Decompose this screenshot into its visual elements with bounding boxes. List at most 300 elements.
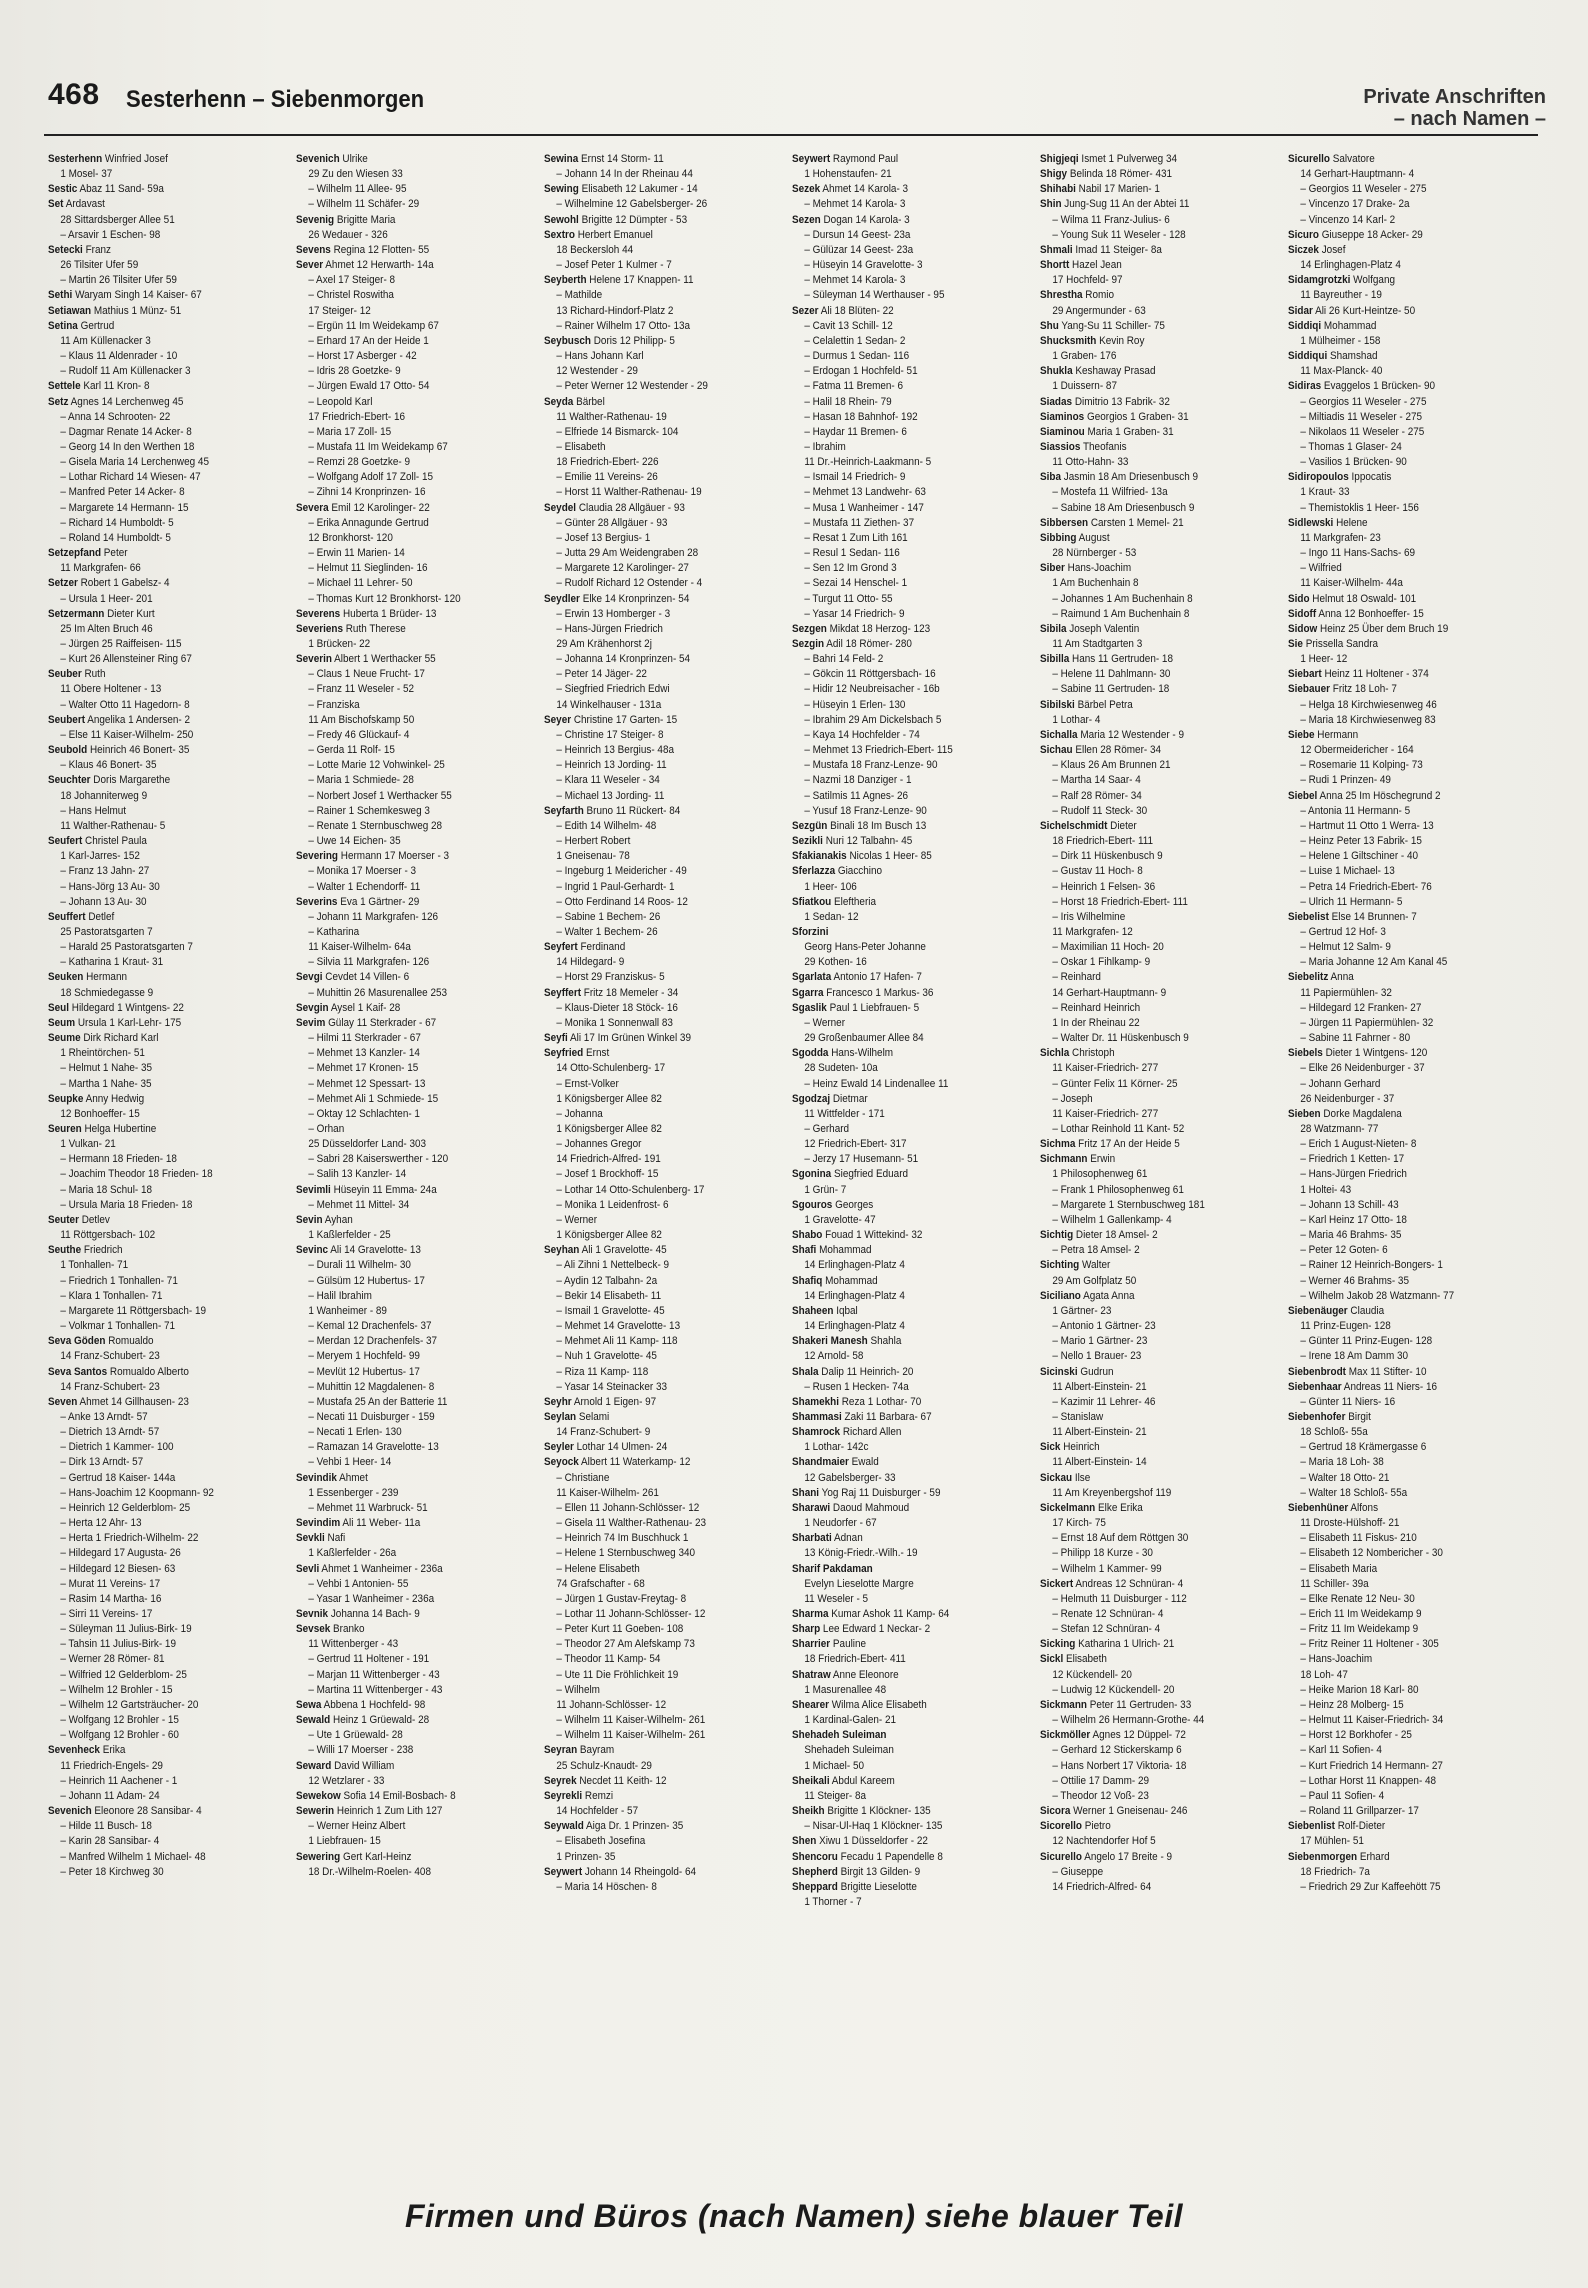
directory-sub-entry [792,682,1038,697]
entry-text: – Werner [804,1016,846,1029]
directory-entry-continuation [48,1107,294,1122]
entry-text: 11 Kaiser-Wilhelm- 261 [556,1486,659,1499]
directory-entry [1040,1258,1286,1273]
directory-entry [48,713,294,728]
directory-entry [544,1410,790,1425]
directory-entry-continuation [296,1228,542,1243]
directory-entry-continuation [1040,1880,1286,1895]
directory-entry [1040,1440,1286,1455]
entry-text: Daoud Mahmoud [830,1501,910,1514]
directory-sub-entry [296,1319,542,1334]
entry-text: 11 Papiermühlen- 32 [1300,986,1392,999]
surname: Siber [1040,562,1065,575]
directory-sub-entry [48,940,294,955]
entry-text: – Dirk 11 Hüskenbusch 9 [1052,850,1163,863]
running-head: Sesterhenn – Siebenmorgen [126,86,425,113]
entry-text: 11 Walther-Rathenau- 19 [556,410,667,423]
directory-entry [1040,819,1286,834]
entry-text: – Wilhelm 11 Kaiser-Wilhelm- 261 [556,1714,706,1727]
entry-text: Ali 18 Blüten- 22 [818,304,894,317]
entry-text: 29 Am Golfplatz 50 [1052,1274,1137,1287]
entry-text: – Murat 11 Vereins- 17 [60,1577,161,1590]
entry-text: Shamshad [1327,350,1378,363]
entry-text: Ernst [583,1047,610,1060]
surname: Severens [296,607,341,620]
surname: Severiens [296,622,343,635]
directory-entry [48,319,294,334]
directory-sub-entry [296,455,542,470]
surname: Sethi [48,289,73,302]
entry-text: 14 Friedrich-Alfred- 191 [556,1153,661,1166]
directory-sub-entry [296,1046,542,1061]
directory-sub-entry [544,1713,790,1728]
entry-text: – Vincenzo 14 Karl- 2 [1300,213,1396,226]
surname: Sichau [1040,744,1073,757]
entry-text: – Mustafa 11 Im Weidekamp 67 [308,440,448,453]
surname: Sidoff [1288,607,1317,620]
directory-sub-entry [1288,1592,1534,1607]
entry-text: – Wilhelm 12 Brohler - 15 [60,1683,173,1696]
entry-text: – Jürgen 1 Gustav-Freytag- 8 [556,1592,687,1605]
entry-text: Heinz 11 Holtener - 374 [1321,668,1429,681]
entry-text: 1 Graben- 176 [1052,350,1117,363]
entry-text: – Helmut 12 Salm- 9 [1300,941,1391,954]
entry-text: – Heinz Ewald 14 Lindenallee 11 [804,1077,949,1090]
directory-sub-entry [544,1683,790,1698]
entry-text: Mathius 1 Münz- 51 [91,304,182,317]
surname: Sezer [792,304,819,317]
directory-sub-entry [544,1319,790,1334]
directory-entry [792,1850,1038,1865]
directory-sub-entry [48,1410,294,1425]
directory-entry [1040,410,1286,425]
entry-text: – Elisabeth [556,440,606,453]
entry-text: Joseph Valentin [1066,622,1140,635]
entry-text: 1 Holtei- 43 [1300,1183,1352,1196]
directory-sub-entry [544,1167,790,1182]
directory-entry [1040,182,1286,197]
directory-sub-entry [544,1016,790,1031]
directory-entry-continuation [1288,1319,1534,1334]
entry-text: – Mustafa 18 Franz-Lenze- 90 [804,759,938,772]
directory-sub-entry [792,334,1038,349]
entry-text: – Petra 14 Friedrich-Ebert- 76 [1300,880,1432,893]
entry-text: – Gerda 11 Rolf- 15 [308,744,395,757]
directory-entry-continuation [792,1258,1038,1273]
directory-sub-entry [296,1501,542,1516]
surname: Sevenich [296,153,340,165]
entry-text: – Hartmut 11 Otto 1 Werra- 13 [1300,819,1434,832]
directory-sub-entry [1040,1592,1286,1607]
directory-sub-entry [1288,713,1534,728]
directory-entry [544,592,790,607]
directory-entry-continuation [48,1258,294,1273]
entry-text: – Herbert Robert [556,835,631,848]
directory-entry [544,152,790,167]
entry-text: Ulrike [339,153,368,165]
directory-entry [1040,470,1286,485]
directory-sub-entry [792,364,1038,379]
entry-text: Josef [1318,243,1346,256]
directory-sub-entry [792,440,1038,455]
directory-entry-continuation [1288,167,1534,182]
entry-text: – Maria 18 Loh- 38 [1300,1456,1384,1469]
directory-sub-entry [296,395,542,410]
surname: Shala [792,1365,819,1378]
directory-sub-entry [1040,1031,1286,1046]
directory-sub-entry [296,1455,542,1470]
directory-sub-entry [48,1637,294,1652]
surname: Severa [296,501,329,514]
entry-text: – Johann 13 Schill- 43 [1300,1198,1399,1211]
entry-text: 14 Franz-Schubert- 23 [60,1350,160,1363]
entry-text: – Kurt Friedrich 14 Hermann- 27 [1300,1759,1443,1772]
entry-text: Angelo 17 Breite - 9 [1081,1850,1173,1863]
directory-sub-entry [1288,1061,1534,1076]
directory-entry [544,986,790,1001]
surname: Sgonina [792,1168,832,1181]
entry-text: – Wilhelm 11 Kaiser-Wilhelm- 261 [556,1729,706,1742]
directory-sub-entry [48,698,294,713]
entry-text: – Herta 12 Ahr- 13 [60,1517,142,1530]
page-number: 468 [48,78,100,111]
surname: Siebe [1288,728,1315,741]
entry-text: – Joseph [1052,1092,1093,1105]
entry-text: – Zihni 14 Kronprinzen- 16 [308,486,426,499]
entry-text: – Johann 11 Adam- 24 [60,1789,160,1802]
entry-text: – Themistoklis 1 Heer- 156 [1300,501,1419,514]
directory-sub-entry [48,592,294,607]
entry-text: 1 Brücken- 22 [308,638,371,650]
directory-sub-entry [544,1077,790,1092]
directory-sub-entry [544,758,790,773]
directory-sub-entry [1040,607,1286,622]
entry-text: Agnes 12 Düppel- 72 [1090,1729,1186,1742]
entry-text: Salvatore [1329,153,1375,165]
surname: Seyda [544,395,574,408]
directory-sub-entry [1288,182,1534,197]
directory-sub-entry [296,804,542,819]
directory-entry-continuation [296,1137,542,1152]
entry-text: Max 11 Stifter- 10 [1345,1365,1427,1378]
surname: Sevli [296,1562,320,1575]
surname: Sewing [544,183,579,196]
entry-text: – Günter 11 Prinz-Eugen- 128 [1300,1335,1433,1348]
directory-sub-entry [1288,197,1534,212]
directory-entry-continuation [1288,1092,1534,1107]
directory-sub-entry [1288,1562,1534,1577]
entry-text: – Turgut 11 Otto- 55 [804,592,893,605]
entry-text: – Ludwig 12 Kückendell- 20 [1052,1683,1175,1696]
entry-text: – Johanna [556,1107,603,1120]
directory-entry [544,1440,790,1455]
entry-text: 1 Mülheimer - 158 [1300,334,1381,347]
entry-text: – Ingrid 1 Paul-Gerhardt- 1 [556,880,675,893]
directory-sub-entry [792,531,1038,546]
entry-text: – Franz 11 Weseler - 52 [308,683,415,696]
entry-text: 1 Karl-Jarres- 152 [60,850,140,863]
directory-entry-continuation [1040,1167,1286,1182]
directory-entry-continuation [792,1577,1038,1592]
entry-text: – Bekir 14 Elisabeth- 11 [556,1289,662,1302]
directory-entry [792,1365,1038,1380]
entry-text: Doris Margarethe [90,774,171,787]
surname: Sfiatkou [792,895,832,908]
entry-text: – Wilhelm [556,1683,600,1696]
entry-text: – Necati 11 Duisburger - 159 [308,1410,435,1423]
directory-entry [296,1516,542,1531]
directory-entry [1288,152,1534,167]
directory-entry [1040,364,1286,379]
directory-sub-entry [296,1107,542,1122]
entry-text: – Durali 11 Wilhelm- 30 [308,1259,411,1272]
entry-text: – Yasar 14 Friedrich- 9 [804,607,905,620]
surname: Siassios [1040,440,1081,453]
directory-sub-entry [544,1289,790,1304]
directory-sub-entry [792,319,1038,334]
entry-text: – Yusuf 18 Franz-Lenze- 90 [804,804,927,817]
surname: Seward [296,1759,332,1772]
section-title-line-2: – nach Namen – [1393,108,1546,130]
directory-sub-entry [296,773,542,788]
entry-text: Gertrud [77,319,115,332]
surname: Sheikali [792,1774,830,1787]
surname: Sevinc [296,1244,329,1257]
directory-sub-entry [792,713,1038,728]
entry-text: – Oskar 1 Fihlkamp- 9 [1052,956,1151,969]
surname: Seyfried [544,1047,584,1060]
directory-entry [792,1562,1038,1577]
entry-text: Agata Anna [1080,1289,1135,1302]
entry-text: Giacchino [835,865,883,878]
entry-text: – Monika 17 Moerser - 3 [308,865,417,878]
surname: Sickelmann [1040,1501,1096,1514]
entry-text: 26 Neidenburger - 37 [1300,1092,1395,1105]
entry-text: – Maria 14 Höschen- 8 [556,1880,657,1893]
directory-sub-entry [296,516,542,531]
directory-entry [296,1213,542,1228]
entry-text: – Erwin 11 Marien- 14 [308,547,405,560]
entry-text: 14 Gerhart-Hauptmann- 4 [1300,168,1415,181]
directory-sub-entry [544,1728,790,1743]
directory-sub-entry [1288,895,1534,910]
directory-entry-continuation [792,167,1038,182]
directory-entry [1040,1637,1286,1652]
directory-sub-entry [1040,1092,1286,1107]
entry-text: – Peter 12 Goten- 6 [1300,1244,1388,1257]
entry-text: Peter 11 Gertruden- 33 [1086,1698,1192,1711]
surname: Sido [1288,592,1310,605]
entry-text: Hüseyin 11 Emma- 24a [330,1183,437,1196]
directory-entry-continuation [1040,834,1286,849]
entry-text: Heinrich [1060,1441,1100,1454]
entry-text: 1 Michael- 50 [804,1759,865,1772]
directory-sub-entry [1288,561,1534,576]
entry-text: 12 Obermeidericher - 164 [1300,744,1414,757]
directory-entry [48,152,294,167]
directory-entry-continuation [792,1652,1038,1667]
directory-sub-entry [544,652,790,667]
directory-entry [1040,395,1286,410]
directory-sub-entry [48,1440,294,1455]
directory-entry-continuation [1040,349,1286,364]
directory-entry [296,243,542,258]
directory-sub-entry [1288,1031,1534,1046]
entry-text: – Johannes Gregor [556,1138,642,1151]
entry-text: – Theodor 27 Am Alefskamp 73 [556,1638,695,1651]
directory-entry [1288,1819,1534,1834]
directory-entry [792,213,1038,228]
directory-sub-entry [48,1819,294,1834]
entry-text: Fritz 18 Loh- 7 [1330,683,1397,696]
directory-entry-continuation [1288,576,1534,591]
surname: Shandmaier [792,1456,849,1469]
entry-text: Mikdat 18 Herzog- 123 [826,622,931,635]
directory-sub-entry [1288,1728,1534,1743]
directory-sub-entry [792,773,1038,788]
entry-text: – Kaya 14 Hochfelder - 74 [804,728,920,741]
directory-entry-continuation [1040,925,1286,940]
entry-text: 14 Franz-Schubert- 9 [556,1426,651,1439]
directory-sub-entry [296,379,542,394]
directory-sub-entry [1040,1122,1286,1137]
directory-entry [296,1698,542,1713]
directory-sub-entry [296,1683,542,1698]
entry-text: – Uwe 14 Eichen- 35 [308,835,401,848]
directory-sub-entry [792,197,1038,212]
directory-entry-continuation [544,1804,790,1819]
directory-sub-entry [296,1440,542,1455]
entry-text: – Margarete 12 Karolinger- 27 [556,562,689,575]
directory-sub-entry [1288,940,1534,955]
directory-entry-continuation [48,986,294,1001]
entry-text: Evaggelos 1 Brücken- 90 [1321,380,1436,393]
entry-text: – Necati 1 Erlen- 130 [308,1426,402,1439]
directory-sub-entry [296,1365,542,1380]
surname: Shehadeh Suleiman [792,1729,887,1742]
directory-entry [1288,319,1534,334]
directory-sub-entry [296,1258,542,1273]
entry-text: – Heike Marion 18 Karl- 80 [1300,1683,1419,1696]
entry-text: – Cavit 13 Schill- 12 [804,319,893,332]
entry-text: – Haydar 11 Bremen- 6 [804,425,907,438]
entry-text: Abaz 11 Sand- 59a [77,183,164,196]
entry-text: – Ali Zihni 1 Nettelbeck- 9 [556,1259,670,1272]
entry-text: – Klaus-Dieter 18 Stöck- 16 [556,1001,678,1014]
entry-text: Shahla [867,1335,902,1348]
surname: Shu [1040,319,1059,332]
entry-text: 25 Im Alten Bruch 46 [60,622,153,635]
entry-text: Keshaway Prasad [1072,365,1156,378]
directory-entry-continuation [1288,1122,1534,1137]
entry-text: – Heinrich 1 Felsen- 36 [1052,880,1156,893]
entry-text: Ilse [1072,1471,1091,1484]
directory-sub-entry [296,1395,542,1410]
surname: Sharp [792,1623,821,1636]
entry-text: 14 Friedrich-Alfred- 64 [1052,1880,1152,1893]
entry-text: Mohammad [822,1274,878,1287]
directory-sub-entry [792,395,1038,410]
entry-text: – Wilfried 12 Gelderblom- 25 [60,1668,187,1681]
directory-entry [544,1243,790,1258]
directory-sub-entry [296,273,542,288]
entry-text: – Margarete 11 Röttgersbach- 19 [60,1304,207,1317]
entry-text: Dieter [1107,819,1137,832]
entry-text: 28 Watzmann- 77 [1300,1123,1379,1135]
entry-text: Katharina 1 Ulrich- 21 [1075,1638,1175,1651]
surname: Siddiqi [1288,319,1322,332]
entry-text: – Anke 13 Arndt- 57 [60,1410,148,1423]
directory-sub-entry [1288,1546,1534,1561]
directory-entry [1040,1819,1286,1834]
entry-text: 1 Neudorfer - 67 [804,1517,877,1530]
surname: Sevgi [296,971,323,984]
directory-sub-entry [544,1213,790,1228]
entry-text: – Fritz Reiner 11 Holtener - 305 [1300,1638,1439,1651]
entry-text: Hazel Jean [1069,259,1122,272]
directory-sub-entry [544,576,790,591]
directory-entry [1040,622,1286,637]
entry-text: – Horst 18 Friedrich-Ebert- 111 [1052,895,1188,908]
directory-sub-entry [48,1501,294,1516]
entry-text: – Walter 1 Echendorff- 11 [308,880,421,893]
directory-entry [48,1016,294,1031]
entry-text: – Johanna 14 Kronprinzen- 54 [556,653,691,666]
directory-sub-entry [544,516,790,531]
entry-text: – Irene 18 Am Damm 30 [1300,1350,1409,1363]
surname: Sewald [296,1714,331,1727]
directory-sub-entry [296,880,542,895]
directory-entry [1040,652,1286,667]
entry-text: Helmut 18 Oswald- 101 [1309,592,1417,605]
entry-text: Anna 12 Bonhoeffer- 15 [1316,607,1424,620]
entry-text: – Rainer 1 Schemkesweg 3 [308,804,430,817]
directory-sub-entry [1040,910,1286,925]
directory-entry [1288,970,1534,985]
directory-entry [544,1031,790,1046]
directory-sub-entry [1040,895,1286,910]
directory-entry-continuation [1288,334,1534,349]
directory-sub-entry [544,773,790,788]
directory-entry-continuation [48,1380,294,1395]
surname: Sevim [296,1016,326,1029]
directory-entry-continuation [544,410,790,425]
directory-entry [296,258,542,273]
surname: Severins [296,895,338,908]
entry-text: – Fritz 11 Im Weidekamp 9 [1300,1623,1419,1636]
entry-text: Ahmet [336,1471,368,1484]
entry-text: – Satilmis 11 Agnes- 26 [804,789,909,802]
directory-entry [296,849,542,864]
directory-sub-entry [1288,1213,1534,1228]
entry-text: 11 Max-Planck- 40 [1300,365,1383,378]
directory-sub-entry [48,1683,294,1698]
directory-sub-entry [48,485,294,500]
entry-text: – Ingo 11 Hans-Sachs- 69 [1300,547,1416,560]
directory-entry [792,1274,1038,1289]
surname: Sezgün [792,819,828,832]
surname: Sevindik [296,1471,337,1484]
directory-sub-entry [1040,1319,1286,1334]
directory-sub-entry [544,1880,790,1895]
directory-entry [544,182,790,197]
directory-sub-entry [1040,1774,1286,1789]
directory-entry-continuation [1040,1668,1286,1683]
directory-sub-entry [296,743,542,758]
entry-text: – Martin 26 Tilsiter Ufer 59 [60,274,177,287]
entry-text: Kevin Roy [1096,334,1145,347]
entry-text: Helene [1333,516,1368,529]
